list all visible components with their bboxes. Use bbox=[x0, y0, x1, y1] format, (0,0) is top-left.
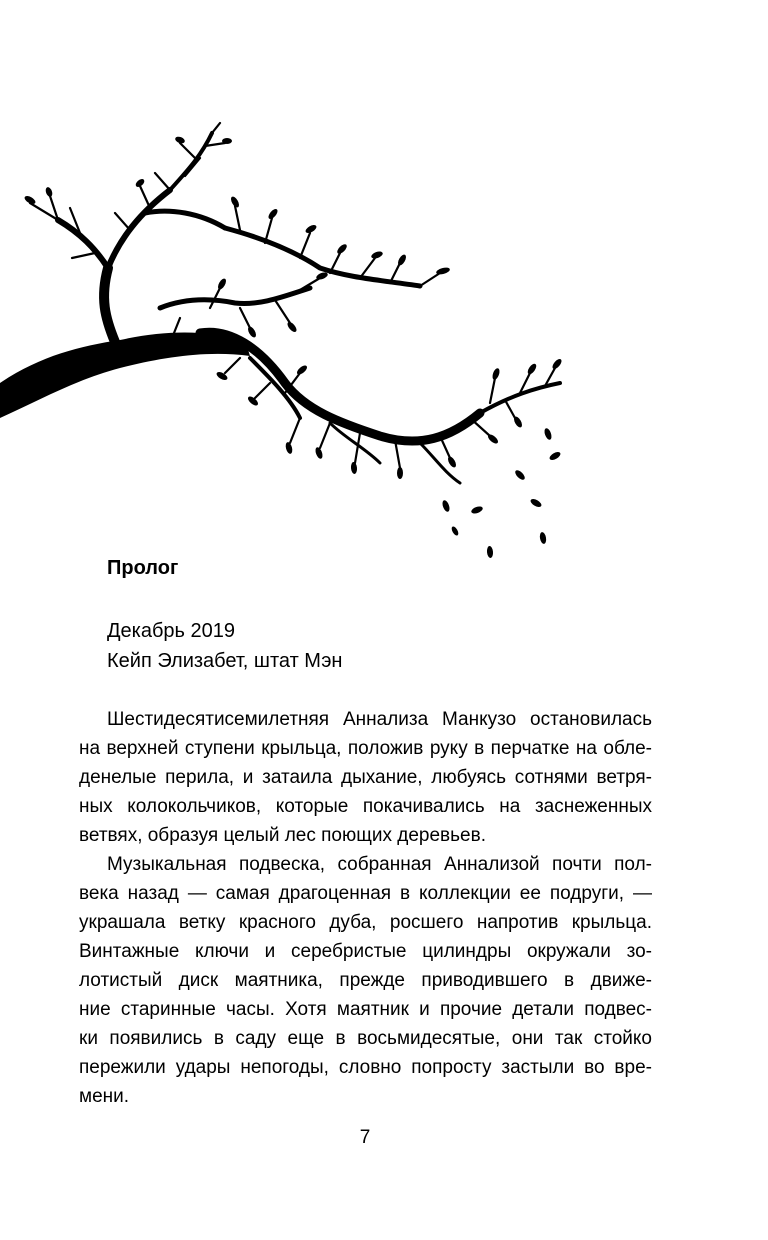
text-line: ветвях, образуя целый лес поющих деревьев. bbox=[79, 825, 486, 846]
text-line: Шестидесятисемилетняя Аннализа Манкузо остановилась bbox=[107, 709, 652, 730]
chapter-epigraph bbox=[107, 616, 342, 676]
text-line: Винтажные ключи и серебристые цилиндры окружали зо- bbox=[79, 941, 652, 962]
paragraph bbox=[79, 850, 652, 1111]
text-line: Музыкальная подвеска, собранная Аннализой почти пол- bbox=[107, 854, 652, 875]
text-line: денелые перила, и затаила дыхание, любуясь сотнями ветря- bbox=[79, 767, 652, 788]
chapter-title: Пролог bbox=[107, 557, 179, 579]
chapter-date: Декабрь 2019 bbox=[107, 620, 236, 642]
chapter-place: Кейп Элизабет, штат Мэн bbox=[107, 650, 343, 672]
tree-branch-silhouette-icon bbox=[0, 118, 580, 568]
body-text bbox=[79, 705, 652, 1111]
text-line: пережили удары непогоды, словно попросту застыли во вре- bbox=[79, 1057, 652, 1078]
text-line: ние старинные часы. Хотя маятник и прочие детали подвес- bbox=[79, 999, 652, 1020]
page-number: 7 bbox=[359, 1127, 371, 1148]
text-line: ных колокольчиков, которые покачивались на заснеженных bbox=[79, 796, 652, 817]
text-line: украшала ветку красного дуба, росшего напротив крыльца. bbox=[79, 912, 652, 933]
text-line: ки появились в саду еще в восьмидесятые, они так стойко bbox=[79, 1028, 652, 1049]
text-line: века назад — самая драгоценная в коллекции ее подруги, — bbox=[79, 883, 652, 904]
text-line: на верхней ступени крыльца, положив руку в перчатке на обле- bbox=[79, 738, 652, 759]
paragraph bbox=[79, 705, 652, 850]
text-line: мени. bbox=[79, 1086, 130, 1107]
text-line: лотистый диск маятника, прежде приводившего в движе- bbox=[79, 970, 652, 991]
